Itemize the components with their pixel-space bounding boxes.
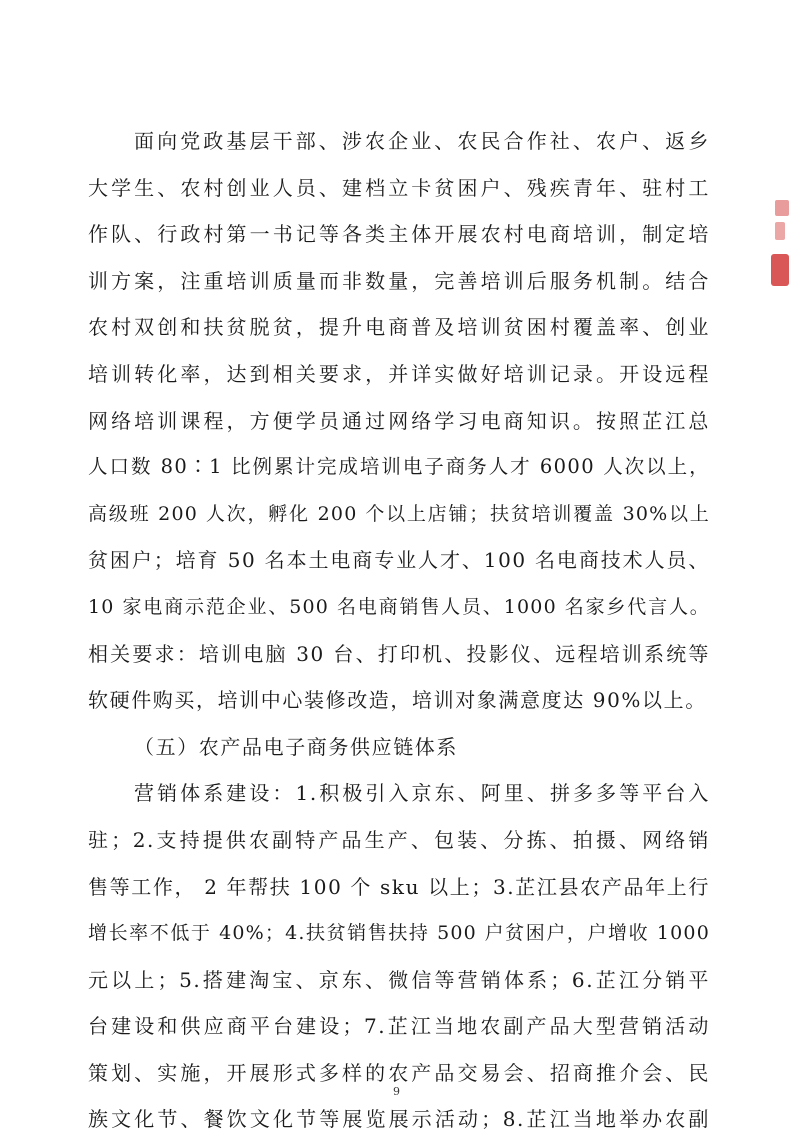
text-line: 族文化节、餐饮文化节等展览展示活动；8.芷江当地举办农副: [88, 1107, 710, 1132]
seal-edge-mark: [771, 254, 789, 286]
body-text: [88, 118, 710, 1143]
text-line: 培训转化率，达到相关要求，并详实做好培训记录。开设远程: [88, 361, 710, 386]
text-line: 训方案，注重培训质量而非数量，完善培训后服务机制。结合: [88, 268, 710, 293]
text-line: 大学生、农村创业人员、建档立卡贫困户、残疾青年、驻村工: [88, 175, 710, 200]
text-line: 高级班 200 人次，孵化 200 个以上店铺；扶贫培训覆盖 30%以上: [88, 502, 710, 525]
text-line: 营销体系建设：1.积极引入京东、阿里、拼多多等平台入: [134, 781, 710, 806]
text-line: 网络培训课程，方便学员通过网络学习电商知识。按照芷江总: [88, 408, 710, 433]
page-number: 9: [393, 1085, 400, 1098]
text-line: 面向党政基层干部、涉农企业、农民合作社、农户、返乡: [134, 129, 710, 153]
text-line: 元以上；5.搭建淘宝、京东、微信等营销体系；6.芷江分销平: [88, 967, 710, 992]
text-line: 驻；2.支持提供农副特产品生产、包装、分拣、拍摄、网络销: [88, 827, 710, 852]
seal-edge-mark: [775, 222, 785, 240]
section-heading: （五）农产品电子商务供应链体系: [134, 734, 458, 759]
text-line: 策划、实施，开展形式多样的农产品交易会、招商推介会、民: [88, 1060, 710, 1085]
text-line: 作队、行政村第一书记等各类主体开展农村电商培训，制定培: [88, 222, 710, 247]
text-line: 贫困户；培育 50 名本土电商专业人才、100 名电商技术人员、: [88, 548, 710, 573]
text-line: 增长率不低于 40%；4.扶贫销售扶持 500 户贫困户，户增收 1000: [88, 922, 710, 945]
text-line: 软硬件购买，培训中心装修改造，培训对象满意度达 90%以上。: [88, 688, 707, 713]
text-line: 人口数 80∶1 比例累计完成培训电子商务人才 6000 人次以上，: [88, 455, 710, 479]
text-line: 台建设和供应商平台建设；7.芷江当地农副产品大型营销活动: [88, 1014, 710, 1039]
text-line: 售等工作， 2 年帮扶 100 个 sku 以上；3.芷江县农产品年上行: [88, 874, 710, 899]
text-line: 农村双创和扶贫脱贫，提升电商普及培训贫困村覆盖率、创业: [88, 315, 710, 340]
seal-edge-mark: [775, 200, 789, 216]
text-line: 相关要求：培训电脑 30 台、打印机、投影仪、远程培训系统等: [88, 641, 710, 666]
text-line: 10 家电商示范企业、500 名电商销售人员、1000 名家乡代言人。: [88, 595, 710, 618]
